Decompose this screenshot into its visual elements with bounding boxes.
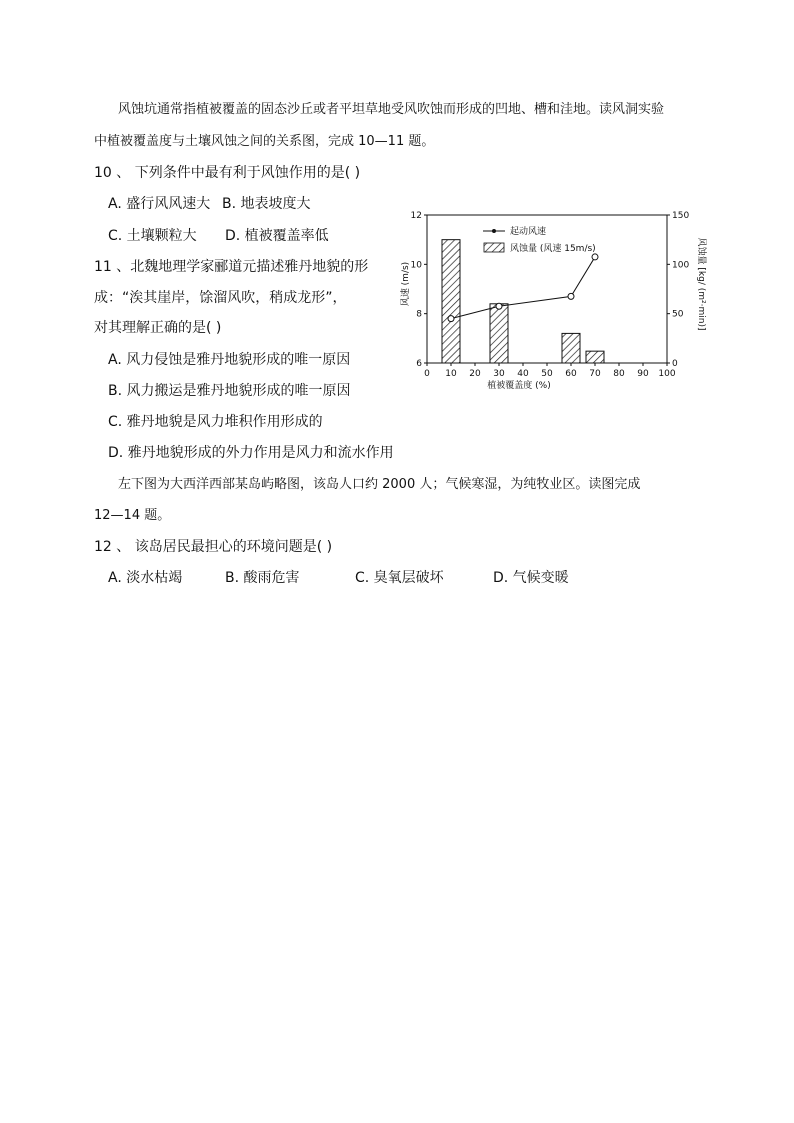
q12-option-b: B. 酸雨危害 — [225, 570, 300, 586]
q11-option-b: B. 风力搬运是雅丹地貌形成的唯一原因 — [108, 383, 351, 399]
intro2-line2: 12—14 题。 — [94, 508, 171, 523]
y-left-tick-label: 6 — [416, 359, 422, 369]
x-tick-label: 90 — [637, 369, 649, 379]
q12-option-c: C. 臭氧层破坏 — [355, 570, 444, 586]
legend-bar-label: 风蚀量 (风速 15m/s) — [510, 244, 596, 254]
x-tick-label: 70 — [589, 369, 601, 379]
erosion-bar — [490, 304, 508, 363]
x-tick-label: 60 — [565, 369, 577, 379]
x-axis-label: 植被覆盖度 (%) — [487, 381, 551, 391]
q11-option-a: A. 风力侵蚀是雅丹地貌形成的唯一原因 — [108, 352, 351, 368]
x-tick-label: 40 — [517, 369, 529, 379]
q12-stem: 12 、 该岛居民最担心的环境问题是( ) — [94, 539, 333, 555]
y-left-tick-label: 10 — [410, 260, 422, 271]
erosion-bar — [586, 351, 604, 363]
q10-option-b: B. 地表坡度大 — [222, 196, 311, 212]
threshold-wind-line — [451, 257, 595, 319]
q11-stem-line3: 对其理解正确的是( ) — [94, 320, 222, 336]
x-tick-label: 100 — [658, 369, 676, 379]
q12-option-d: D. 气候变暖 — [493, 570, 569, 586]
legend-line-label: 起动风速 — [510, 227, 547, 237]
y-axis-label-left: 风速 (m/s) — [401, 261, 411, 307]
q11-option-c: C. 雅丹地貌是风力堆积作用形成的 — [108, 414, 323, 430]
q10-option-c: C. 土壤颗粒大 — [108, 228, 197, 244]
threshold-wind-point — [448, 316, 454, 322]
y-axis-label-right: 风蚀量 [kg/ (m²·min)] — [696, 237, 706, 331]
x-tick-label: 50 — [541, 369, 553, 379]
q10-option-d: D. 植被覆盖率低 — [225, 228, 329, 244]
q11-stem-line2: 成：“涘其崖岸，馀溜风吹，稍成龙形”， — [94, 290, 347, 306]
intro2-line1: 左下图为大西洋西部某岛屿略图，该岛人口约 2000 人；气候寒湿，为纯牧业区。读图完成 — [118, 477, 641, 492]
y-right-tick-label: 50 — [672, 309, 684, 320]
intro1-line2: 中植被覆盖度与土壤风蚀之间的关系图，完成 10—11 题。 — [94, 134, 435, 149]
wind-erosion-chart — [395, 200, 715, 400]
x-tick-label: 80 — [613, 369, 625, 379]
plot-area-frame — [427, 215, 667, 363]
erosion-bar — [442, 240, 460, 363]
x-tick-label: 10 — [445, 369, 457, 379]
erosion-bar — [562, 333, 580, 363]
q11-stem-line1: 11 、北魏地理学家郦道元描述雅丹地貌的形 — [94, 259, 369, 275]
q11-option-d: D. 雅丹地貌形成的外力作用是风力和流水作用 — [108, 445, 394, 461]
q10-option-a: A. 盛行风风速大 — [108, 196, 211, 212]
y-right-tick-label: 100 — [672, 260, 690, 271]
x-tick-label: 30 — [493, 369, 505, 379]
threshold-wind-point — [592, 254, 598, 260]
y-right-tick-label: 150 — [672, 211, 690, 221]
legend-bar-swatch — [484, 243, 504, 252]
threshold-wind-point — [568, 293, 574, 299]
threshold-wind-point — [496, 303, 502, 309]
intro1-line1: 风蚀坑通常指植被覆盖的固态沙丘或者平坦草地受风吹蚀而形成的凹地、槽和洼地。读风洞实验 — [118, 102, 665, 117]
y-left-tick-label: 8 — [416, 309, 422, 320]
legend-line-marker — [492, 229, 496, 233]
x-tick-label: 20 — [469, 369, 481, 379]
y-left-tick-label: 12 — [410, 211, 422, 221]
q12-option-a: A. 淡水枯竭 — [108, 570, 183, 586]
q10-stem: 10 、 下列条件中最有利于风蚀作用的是( ) — [94, 165, 361, 181]
x-tick-label: 0 — [424, 369, 430, 379]
y-right-tick-label: 0 — [672, 359, 678, 369]
